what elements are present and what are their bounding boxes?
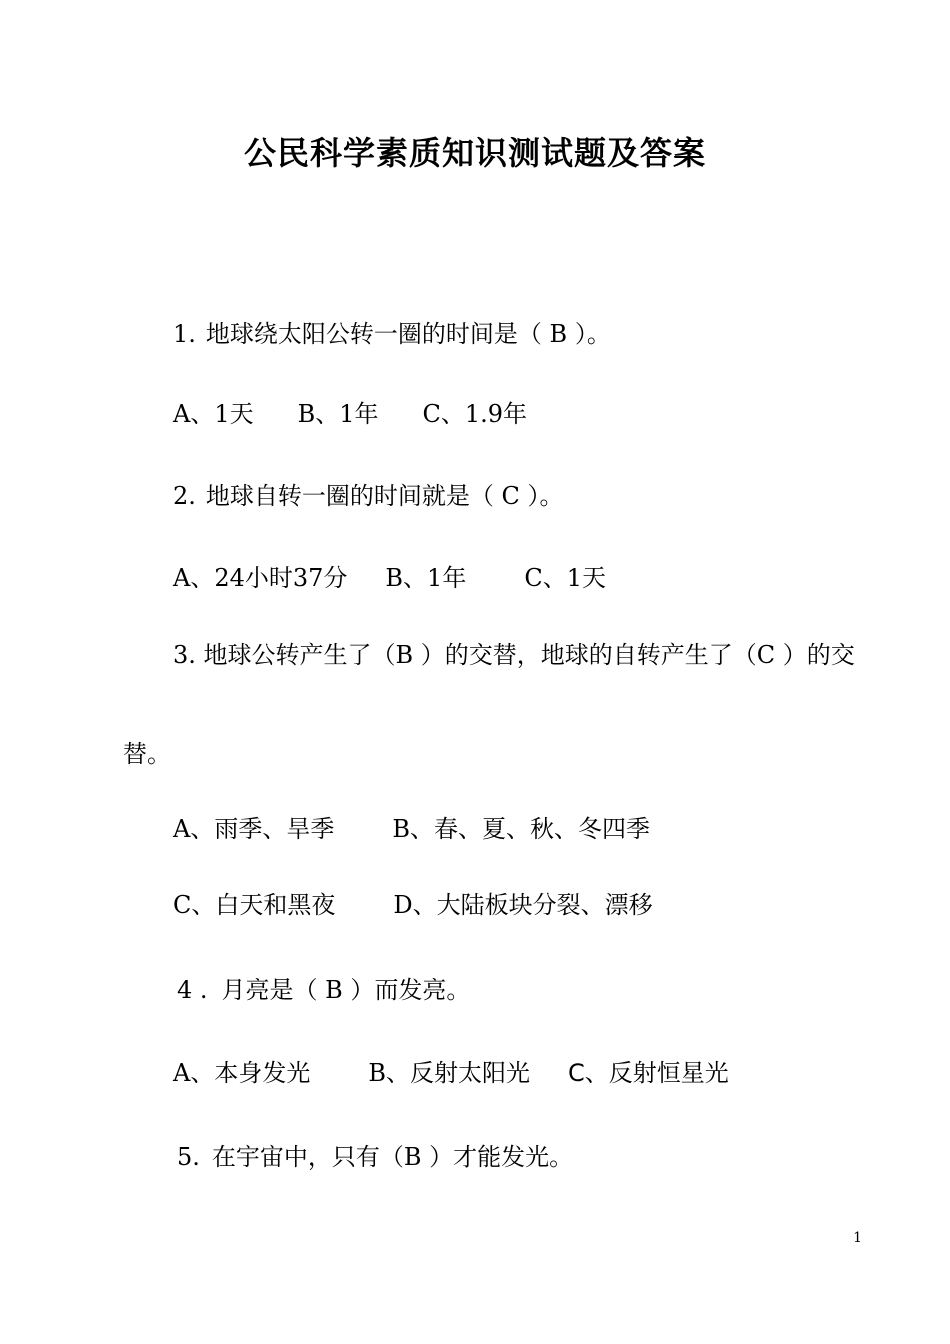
question-5-tail: 才能发光。	[453, 1143, 574, 1171]
question-2-number: 2.	[173, 482, 196, 510]
question-5-stem: 在宇宙中，只有	[211, 1143, 380, 1171]
question-4-tail: 而发亮。	[374, 976, 471, 1004]
question-3-option-c: C、白天和黑夜	[173, 891, 336, 919]
question-4-stem: 月亮是	[221, 976, 294, 1004]
question-4-option-c-label: C、反射	[567, 1059, 657, 1087]
question-3-option-b: B、春、夏、秋、冬四季	[392, 815, 650, 843]
question-4-answer: （ B ）	[293, 976, 375, 1004]
question-3-options-row-1	[173, 813, 650, 845]
question-2	[173, 480, 564, 512]
question-3-option-d-part-1: D、大陆板块	[393, 891, 533, 919]
question-1	[173, 318, 611, 350]
question-1-option-a: A、1天	[173, 400, 254, 428]
question-4-option-b-text: 反射太阳光	[409, 1059, 530, 1087]
question-4-options	[173, 1057, 729, 1089]
question-1-option-b: B、1年	[297, 400, 379, 428]
question-1-answer: B	[541, 320, 575, 348]
question-1-option-c: C、1.9年	[422, 400, 528, 428]
question-2-options	[173, 562, 606, 594]
question-4-number: 4 .	[177, 976, 208, 1004]
question-2-end: 。	[539, 482, 564, 510]
question-1-stem: 地球绕太阳公转一圈的时间是	[205, 320, 518, 348]
document-title: 公民科学素质知识测试题及答案	[243, 134, 706, 172]
question-1-close-paren: ）	[574, 320, 587, 348]
question-5-answer: （B ）	[379, 1143, 454, 1171]
question-2-option-a: A、24小时37分	[173, 564, 348, 592]
question-2-stem: 地球自转一圈的时间就是	[205, 482, 470, 510]
question-1-number: 1.	[173, 320, 196, 348]
question-3-line-1: 3. 地球公转产生了（B ）的交替，地球的自转产生了（C ）的交	[173, 641, 855, 669]
question-4-option-c-mid: 恒星	[656, 1059, 705, 1087]
question-5-number: 5.	[177, 1143, 200, 1171]
question-1-open-paren: （	[517, 320, 542, 348]
question-5	[177, 1141, 573, 1173]
question-4-option-a: A、本身发光	[173, 1059, 311, 1087]
question-2-open-paren: （	[469, 482, 494, 510]
question-2-answer: C	[493, 482, 528, 510]
question-4	[177, 974, 470, 1006]
question-4-option-c-end: 光	[704, 1059, 729, 1087]
question-1-end: 。	[586, 320, 611, 348]
question-2-option-c: C、1天	[524, 564, 606, 592]
page-number: 1	[853, 1230, 862, 1246]
question-4-option-b-label: B、	[368, 1059, 410, 1087]
question-3-option-d-part-2: 分裂、漂移	[532, 891, 653, 919]
question-3-options-row-2	[173, 889, 653, 921]
question-3-option-a: A、雨季、旱季	[173, 815, 335, 843]
question-2-option-b: B、1年	[385, 564, 467, 592]
question-1-options	[173, 398, 527, 430]
question-2-close-paren: ）	[527, 482, 540, 510]
question-3-line-2: 替。	[123, 740, 171, 768]
